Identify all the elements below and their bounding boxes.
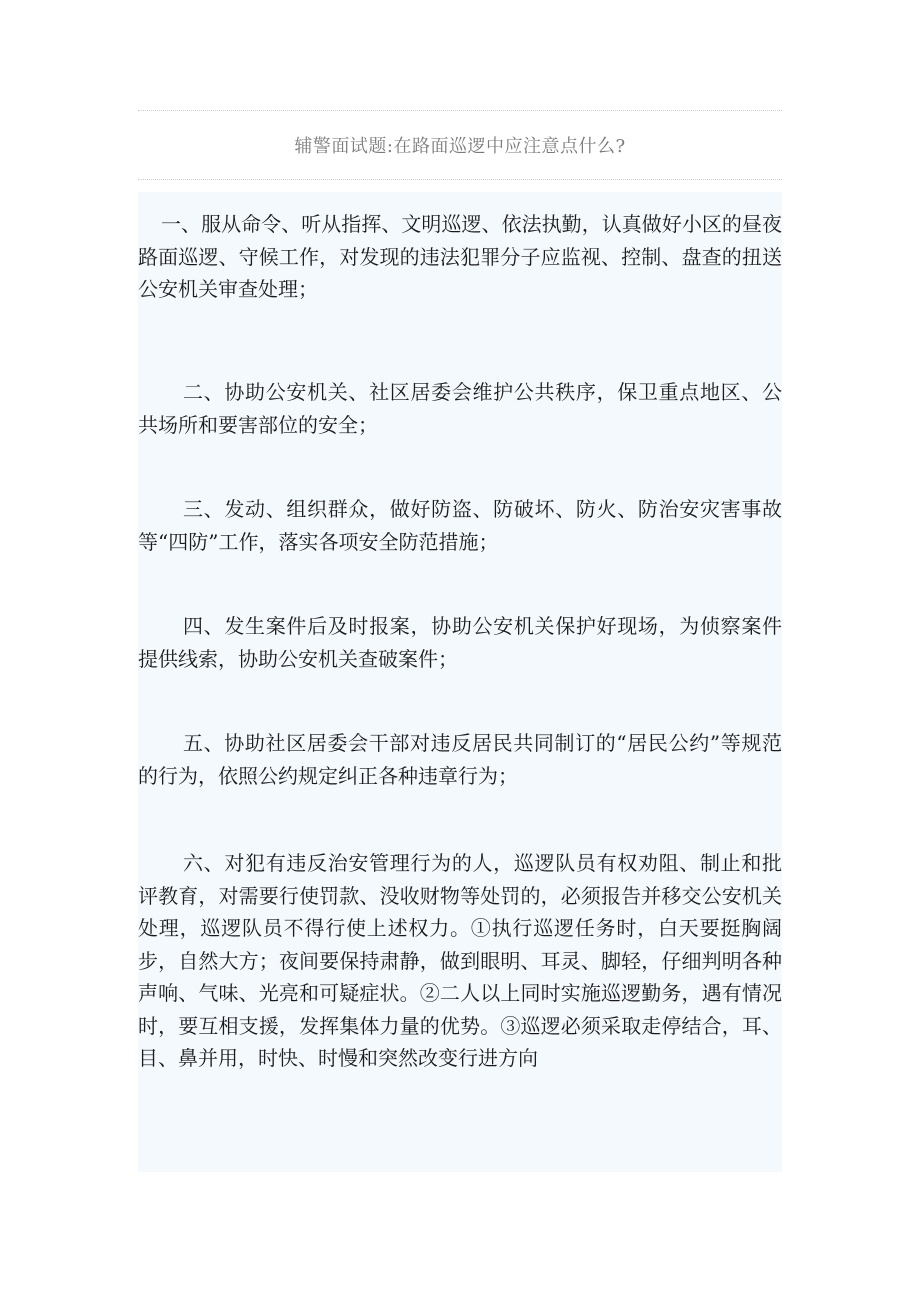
paragraph-5: 五、协助社区居委会干部对违反居民共同制订的“居民公约”等规范的行为，依照公约规定纠正各种违章行为； [138,731,782,788]
title-block [138,110,782,180]
document-page [138,0,782,1302]
article-body [138,192,782,1172]
paragraph-2: 二、协助公安机关、社区居委会维护公共秩序，保卫重点地区、公共场所和要害部位的安全； [138,380,782,437]
paragraph-4: 四、发生案件后及时报案，协助公安机关保护好现场，为侦察案件提供线索，协助公安机关查破案件； [138,614,782,671]
paragraph-3: 三、发动、组织群众，做好防盗、防破坏、防火、防治安灾害事故等“四防”工作，落实各项安全防范措施； [138,497,782,554]
paragraph-6: 六、对犯有违反治安管理行为的人，巡逻队员有权劝阻、制止和批评教育，对需要行使罚款、没收财物等处罚的，必须报告并移交公安机关处理，巡逻队员不得行使上述权力。①执行巡逻任务时，白天要挺胸阔步，自然大方；夜间要保持肃静，做到眼明、耳灵、脚轻，仔细判明各种声响、气味、光亮和可疑症状。②二人以上同时实施巡逻勤务，遇有情况时，要互相支援，发挥集体力量的优势。③巡逻必须采取走停结合，耳、目、鼻并用，时快、时慢和突然改变行进方向 [138,851,782,1070]
page-title: 辅警面试题:在路面巡逻中应注意点什么? [294,136,626,157]
paragraph-1: 一、服从命令、听从指挥、文明巡逻、依法执勤，认真做好小区的昼夜路面巡逻、守候工作，对发现的违法犯罪分子应监视、控制、盘查的扭送公安机关审查处理； [138,212,782,301]
